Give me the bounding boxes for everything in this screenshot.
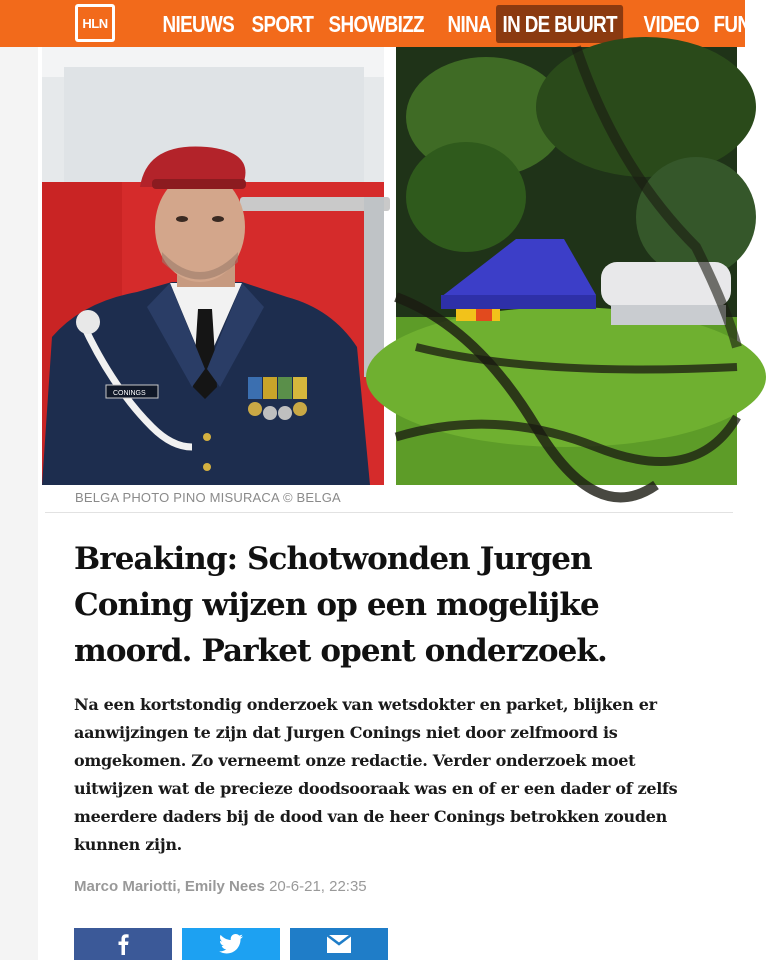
intro-line: Na een kortstondig onderzoek van wetsdokter en parket, blijken er bbox=[74, 695, 657, 714]
nav-item-more[interactable]: M bbox=[760, 10, 776, 37]
intro-line: aanwijzingen te zijn dat Jurgen Conings niet door zelfmoord is bbox=[74, 723, 618, 742]
photo-forest-tent bbox=[396, 47, 737, 485]
email-icon bbox=[327, 935, 351, 953]
nav-item-video[interactable]: VIDEO bbox=[643, 10, 700, 37]
photo-soldier bbox=[42, 47, 384, 485]
article-intro bbox=[74, 691, 714, 859]
intro-line: omgekomen. Zo verneemt onze redactie. Verder onderzoek moet bbox=[74, 751, 636, 770]
soldier-illustration bbox=[42, 47, 384, 485]
intro-line: kunnen zijn. bbox=[74, 835, 182, 854]
main-nav bbox=[156, 0, 774, 47]
divider bbox=[45, 512, 733, 513]
nav-item-sport[interactable]: SPORT bbox=[251, 10, 314, 37]
nav-item-nieuws[interactable]: NIEUWS bbox=[162, 10, 235, 37]
headline-line: Breaking: Schotwonden Jurgen bbox=[74, 541, 592, 577]
article-byline bbox=[74, 878, 367, 895]
nav-item-in-de-buurt[interactable]: IN DE BUURT bbox=[496, 5, 623, 43]
left-page-margin bbox=[0, 47, 38, 960]
headline-line: Coning wijzen op een mogelijke bbox=[74, 587, 599, 623]
intro-line: meerdere daders bij de dood van de heer Conings betrokken zouden bbox=[74, 807, 667, 826]
intro-line: uitwijzen wat de precieze doodsooraak was en of er een dader of zelfs bbox=[74, 779, 678, 798]
headline-line: moord. Parket opent onderzoek. bbox=[74, 633, 607, 669]
facebook-icon bbox=[117, 933, 129, 955]
nav-item-fun[interactable]: FUN bbox=[713, 10, 751, 37]
hln-logo[interactable] bbox=[75, 4, 115, 42]
photo-caption: BELGA PHOTO PINO MISURACA © BELGA bbox=[75, 490, 341, 505]
nav-item-nina[interactable]: NINA bbox=[447, 10, 491, 37]
article-headline bbox=[74, 536, 714, 674]
nav-item-showbizz[interactable]: SHOWBIZZ bbox=[328, 10, 425, 37]
facebook-share-button[interactable] bbox=[74, 928, 172, 960]
authors[interactable]: Marco Mariotti, Emily Nees bbox=[74, 878, 265, 895]
publish-date: 20-6-21, 22:35 bbox=[269, 878, 367, 895]
twitter-share-button[interactable] bbox=[182, 928, 280, 960]
twitter-icon bbox=[219, 934, 243, 954]
nameplate-text: CONINGS bbox=[113, 390, 146, 397]
logo-text: HLN bbox=[78, 7, 112, 39]
email-share-button[interactable] bbox=[290, 928, 388, 960]
forest-illustration bbox=[396, 47, 737, 485]
